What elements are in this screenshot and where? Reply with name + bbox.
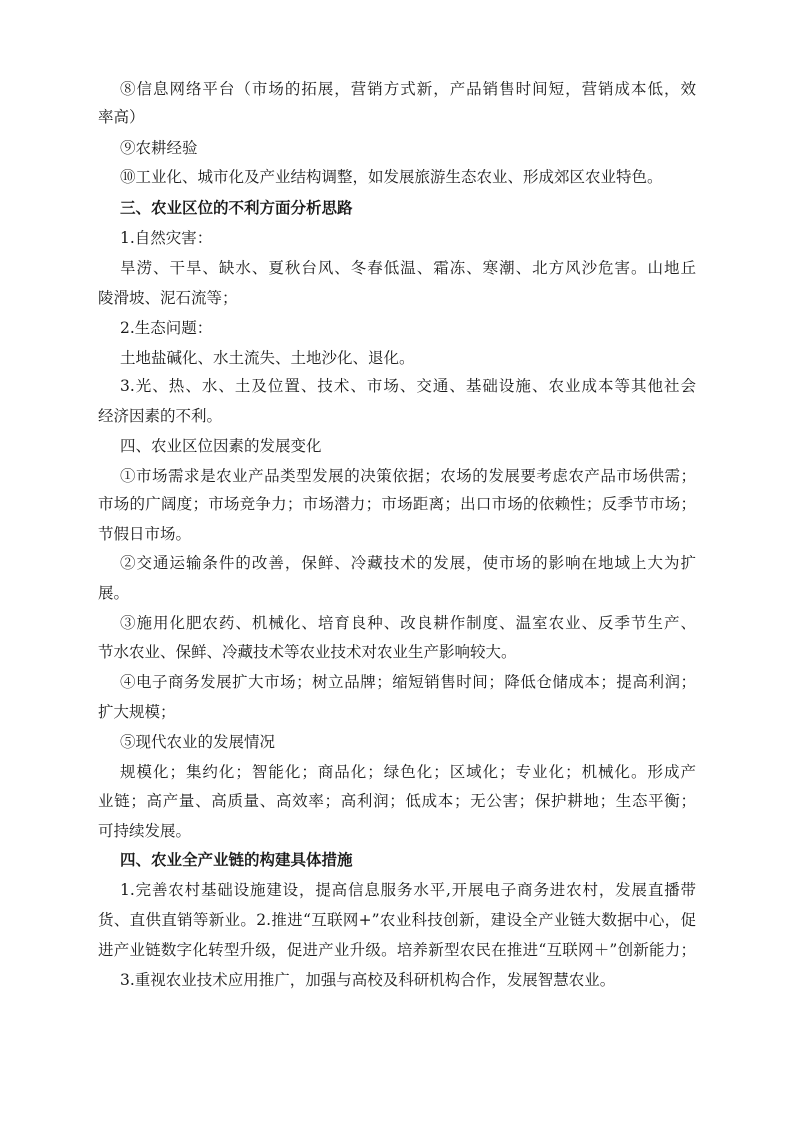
section-3-heading: 三、农业区位的不利方面分析思路	[120, 199, 353, 217]
technology-line-1: ③施用化肥农药、机械化、培育良种、改良耕作制度、温室农业、反季节生产、	[120, 614, 696, 632]
other-factors-line-1: 3.光、热、水、土及位置、技术、市场、交通、基础设施、农业成本等其他社会	[120, 377, 696, 395]
section-4b-heading: 四、农业全产业链的构建具体措施	[120, 851, 353, 869]
industry-chain-line-1: 1.完善农村基础设施建设，提高信息服务水平,开展电子商务进农村，发展直播带	[120, 881, 696, 899]
ecology-text: 土地盐碱化、水土流失、土地沙化、退化。	[120, 349, 415, 367]
market-demand-line-2: 市场的广阔度；市场竞争力；市场潜力；市场距离；出口市场的依赖性；反季节市场；	[98, 495, 696, 513]
ecology-label: 2.生态问题：	[120, 319, 213, 337]
market-demand-line-1: ①市场需求是农业产品类型发展的决策依据；农场的发展要考虑农产品市场供需；	[120, 467, 696, 485]
modern-agriculture-title: ⑤现代农业的发展情况	[120, 733, 276, 751]
industry-chain-line-3: 进产业链数字化转型升级，促进产业升级。培养新型农民在推进“互联网＋”创新能力；	[98, 941, 696, 959]
transport-line-2: 展。	[98, 584, 130, 602]
item-9: ⑨农耕经验	[120, 139, 198, 157]
other-factors-line-2: 经济因素的不利。	[98, 407, 223, 425]
ecommerce-line-1: ④电子商务发展扩大市场；树立品牌；缩短销售时间；降低仓储成本；提高利润；	[120, 673, 696, 691]
item-8-line-1: ⑧信息网络平台（市场的拓展，营销方式新，产品销售时间短，营销成本低，效	[120, 80, 696, 98]
item-8-line-2: 率高）	[98, 108, 145, 126]
natural-disaster-label: 1.自然灾害：	[120, 229, 213, 247]
section-4a-heading: 四、农业区位因素的发展变化	[120, 437, 322, 455]
modern-agriculture-line-1: 规模化；集约化；智能化；商品化；绿色化；区域化；专业化；机械化。形成产	[120, 763, 696, 781]
ecommerce-line-2: 扩大规模；	[98, 703, 176, 721]
industry-chain-line-4: 3.重视农业技术应用推广，加强与高校及科研机构合作，发展智慧农业。	[120, 971, 616, 989]
modern-agriculture-line-3: 可持续发展。	[98, 822, 192, 840]
market-demand-line-3: 节假日市场。	[98, 525, 192, 543]
natural-disaster-line-2: 陵滑坡、泥石流等；	[98, 289, 238, 307]
natural-disaster-line-1: 旱涝、干旱、缺水、夏秋台风、冬春低温、霜冻、寒潮、北方风沙危害。山地丘	[120, 259, 696, 277]
industry-chain-line-2: 货、直供直销等新业。2.推进“互联网+”农业科技创新，建设全产业链大数据中心，促	[98, 911, 696, 929]
technology-line-2: 节水农业、保鲜、冷藏技术等农业技术对农业生产影响较大。	[98, 643, 517, 661]
item-10: ⑩工业化、城市化及产业结构调整，如发展旅游生态农业、形成郊区农业特色。	[120, 168, 663, 186]
transport-line-1: ②交通运输条件的改善，保鲜、冷藏技术的发展，使市场的影响在地域上大为扩	[120, 554, 696, 572]
modern-agriculture-line-2: 业链；高产量、高质量、高效率；高利润；低成本；无公害；保护耕地；生态平衡；	[98, 792, 696, 810]
